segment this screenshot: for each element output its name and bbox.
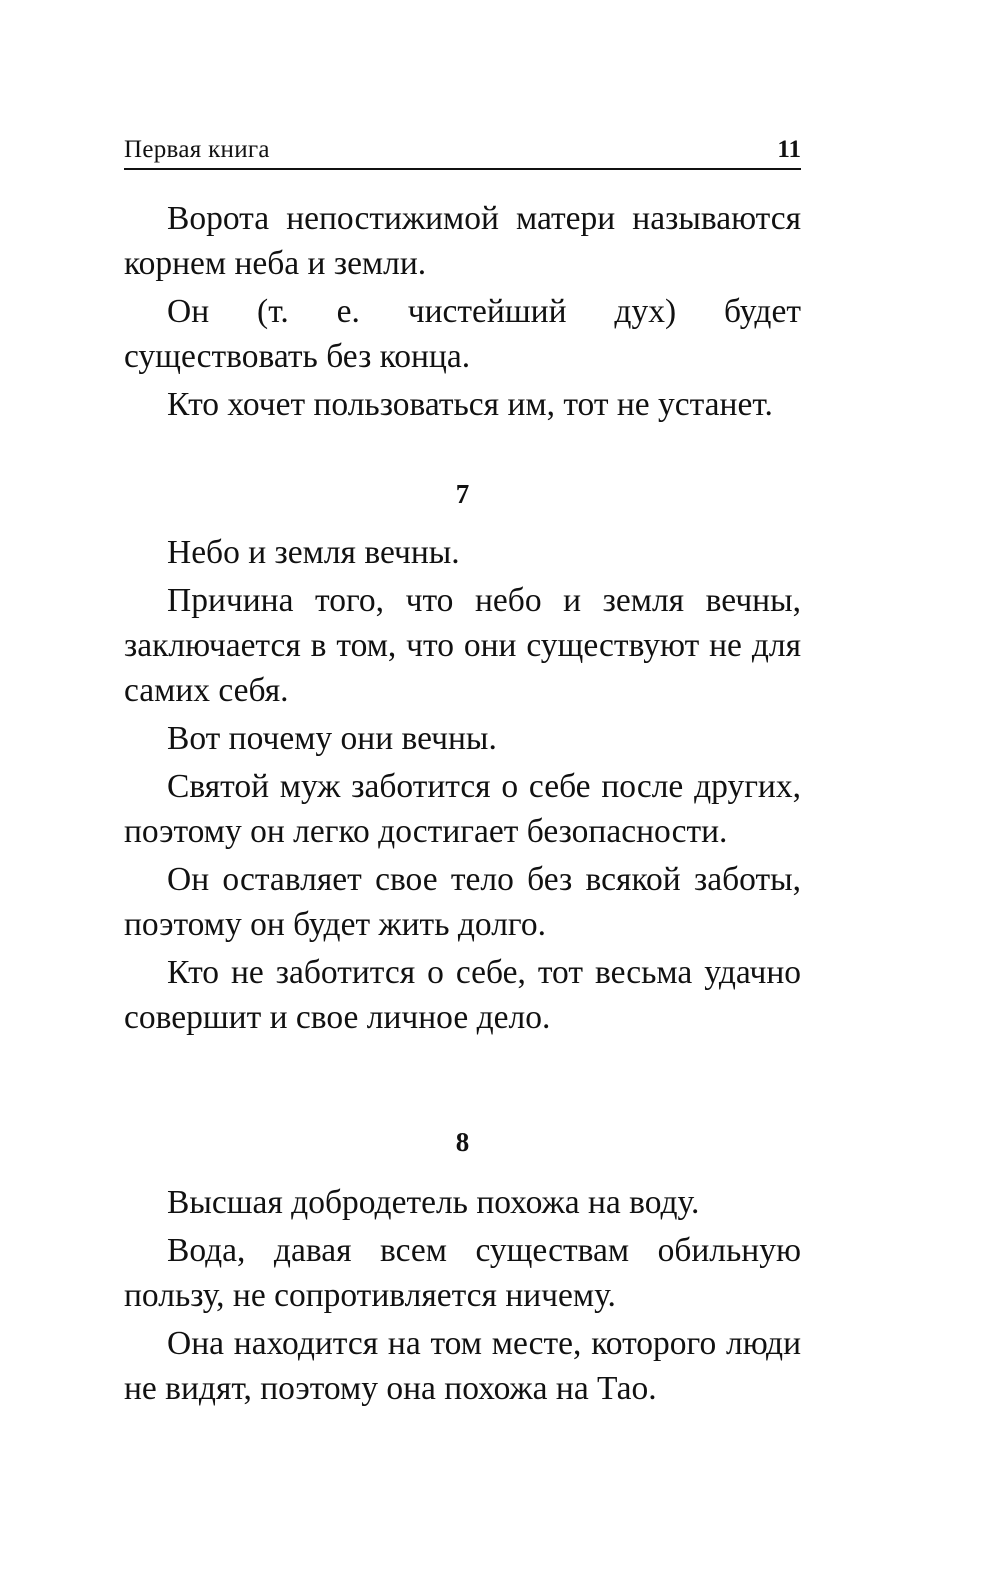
running-title: Первая книга: [124, 136, 270, 163]
paragraph: Причина того, что небо и земля вечны, заключается в том, что они существуют не для самих себя.: [124, 582, 801, 709]
section-8-text: [124, 1180, 801, 1411]
paragraph: Он (т. е. чистейший дух) будет существовать без конца.: [124, 293, 801, 375]
book-page: [124, 0, 801, 1583]
paragraph: Высшая добродетель похожа на воду.: [167, 1184, 700, 1221]
paragraph: Святой муж заботится о себе после других, поэтому он легко достигает безопасности.: [124, 768, 801, 850]
paragraph: Она находится на том месте, которого люди не видят, поэтому она похожа на Тао.: [124, 1325, 801, 1407]
running-head: [124, 134, 801, 170]
continued-text: [124, 196, 801, 427]
paragraph: Он оставляет свое тело без всякой заботы, поэтому он будет жить долго.: [124, 861, 801, 943]
paragraph: Кто не заботится о себе, тот весьма удачно совершит и свое личное дело.: [124, 954, 801, 1036]
section-7-text: [124, 530, 801, 1040]
page-number: 11: [777, 136, 801, 163]
paragraph: Небо и земля вечны.: [167, 534, 460, 571]
paragraph: Вода, давая всем существам обильную пользу, не сопротивляется ничему.: [124, 1232, 801, 1314]
paragraph: Кто хочет пользоваться им, тот не устанет.: [167, 386, 773, 423]
section-number-7: 7: [455, 479, 470, 509]
paragraph: Вот почему они вечны.: [167, 720, 497, 757]
section-number-8: 8: [455, 1127, 470, 1157]
paragraph: Ворота непостижимой матери называются корнем неба и земли.: [124, 200, 801, 282]
